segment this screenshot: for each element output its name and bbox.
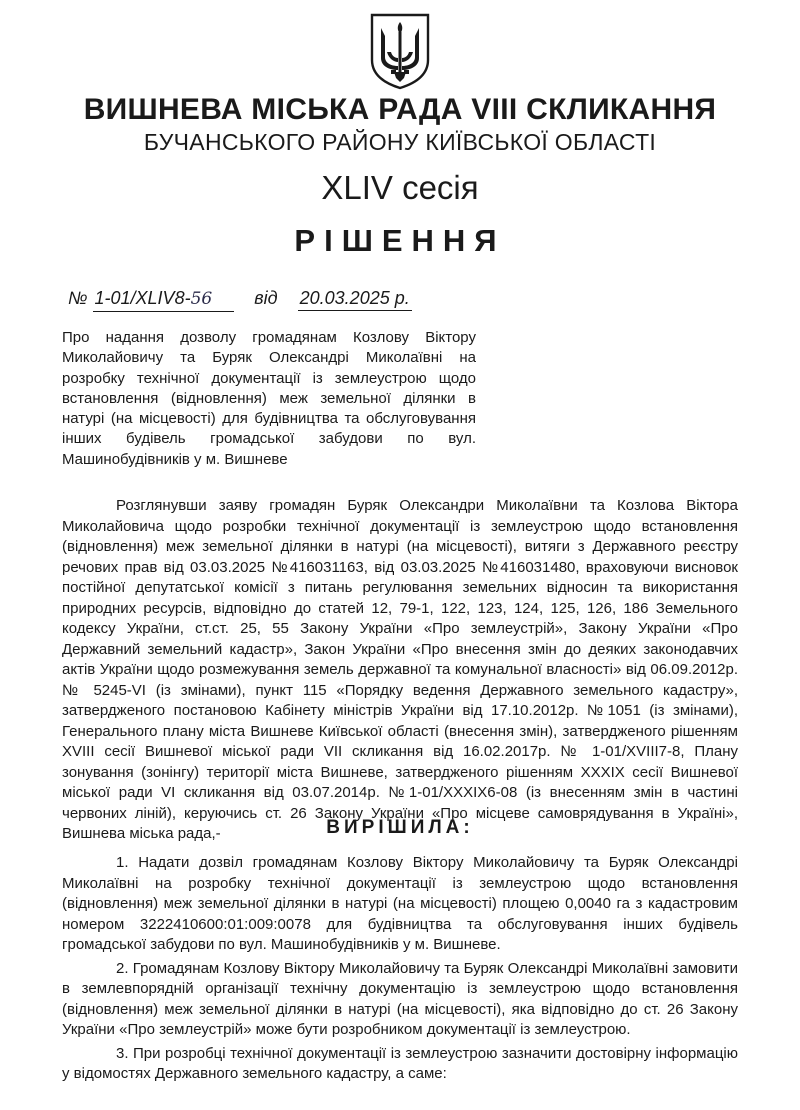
date-prefix: від bbox=[254, 288, 278, 308]
decision-item-1: 1. Надати дозвіл громадянам Козлову Віктору Миколайовичу та Буряк Олександрі Миколаївні на розробку технічної документації із землеустрою щодо встановлення (відновлення) меж земельної ділянки в натурі (на місцевості) площею 0,0040 га з кадастровим номером 3222410600:01:009:0078 для будівництва та обслуговування інших будівель громадської забудови по вул. Машинобудівників у м. Вишневе. bbox=[62, 854, 738, 953]
preamble-paragraph: Розглянувши заяву громадян Буряк Олександри Миколаївни та Козлова Віктора Миколайовича щодо розробки технічної документації із землеустрою щодо встановлення (відновлення) меж земельної ділянки в натурі (на місцевості), витяги з Державного реєстру речових прав від 03.03.2025 №416031163, від 03.03.2025 №416031480, враховуючи висновок постійної депутатської комісії з питань регулювання земельних відносин та використання природних ресурсів, відповідно до статей 12, 79-1, 122, 123, 124, 125, 126, 186 Земельного кодексу України, ст.ст. 25, 55 Закону України «Про землеустрій», Закону України «Про Державний земельний кадастр», Закон України «Про внесення змін до деяких законодавчих актів України щодо розмежування земель державної та комунальної власності» від 06.09.2012р. № 5245-VI (із змінами), пункт 115 «Порядку ведення Державного земельного кадастру», затвердженого постановою Кабінету міністрів України від 17.10.2012р. №1051 (із змінами), Генерального плану міста Вишневе Київської області (внесення змін), затвердженого рішенням XVIII сесії Вишневої міської ради VII скликання від 16.02.2017р. № 1-01/XVIII7-8, Плану зонування (зонінгу) території міста Вишневе, затвердженого рішенням XXXIX сесії Вишневої міської ради VI скликання від 03.07.2014р. №1-01/XXXIX6-08 (із внесенням змін в частині червоних ліній), керуючись ст. 26 Закону України «Про місцеве самоврядування в Україні», Вишнева міська рада,- bbox=[62, 497, 738, 842]
district-name: БУЧАНСЬКОГО РАЙОНУ КИЇВСЬКОЇ ОБЛАСТІ bbox=[143, 129, 657, 155]
decision-number-line bbox=[68, 286, 412, 312]
decision-item-3: 3. При розробці технічної документації із землеустрою зазначити достовірну інформацію у відомостях Державного земельного кадастру, а саме: bbox=[62, 1044, 738, 1082]
council-name: ВИШНЕВА МІСЬКА РАДА VIII СКЛИКАННЯ bbox=[83, 93, 717, 126]
number-sign: № bbox=[68, 288, 88, 308]
decision-number bbox=[93, 286, 235, 312]
decision-date: 20.03.2025 р. bbox=[298, 286, 412, 311]
decision-items bbox=[62, 853, 738, 1088]
session-title: XLIV сесія bbox=[321, 169, 479, 206]
decision-number-printed: 1-01/XLIV8- bbox=[94, 288, 191, 308]
decision-number-handwritten: 56 bbox=[190, 289, 213, 309]
decision-item-2: 2. Громадянам Козлову Віктору Миколайовичу та Буряк Олександрі Миколаївні замовити в землевпорядній організації технічну документацію із землеустрою щодо встановлення (відновлення) меж земельної ділянки в натурі (на місцевості), яка відповідно до ст. 26 Закону України «Про землеустрій» може бути розробником документації із землеустрою. bbox=[62, 959, 738, 1038]
decision-heading: РІШЕННЯ bbox=[294, 223, 506, 258]
resolved-heading: ВИРІШИЛА: bbox=[326, 817, 474, 838]
trident-coat-of-arms-icon bbox=[367, 12, 433, 90]
decision-subject: Про надання дозволу громадянам Козлову Віктору Миколайовичу та Буряк Олександрі Миколаївні на розробку технічної документації із землеустрою щодо встановлення (відновлення) меж земельної ділянки в натурі (на місцевості) для будівництва та обслуговування інших будівель громадської забудови по вул. Машинобудівників у м. Вишневе bbox=[62, 329, 476, 468]
